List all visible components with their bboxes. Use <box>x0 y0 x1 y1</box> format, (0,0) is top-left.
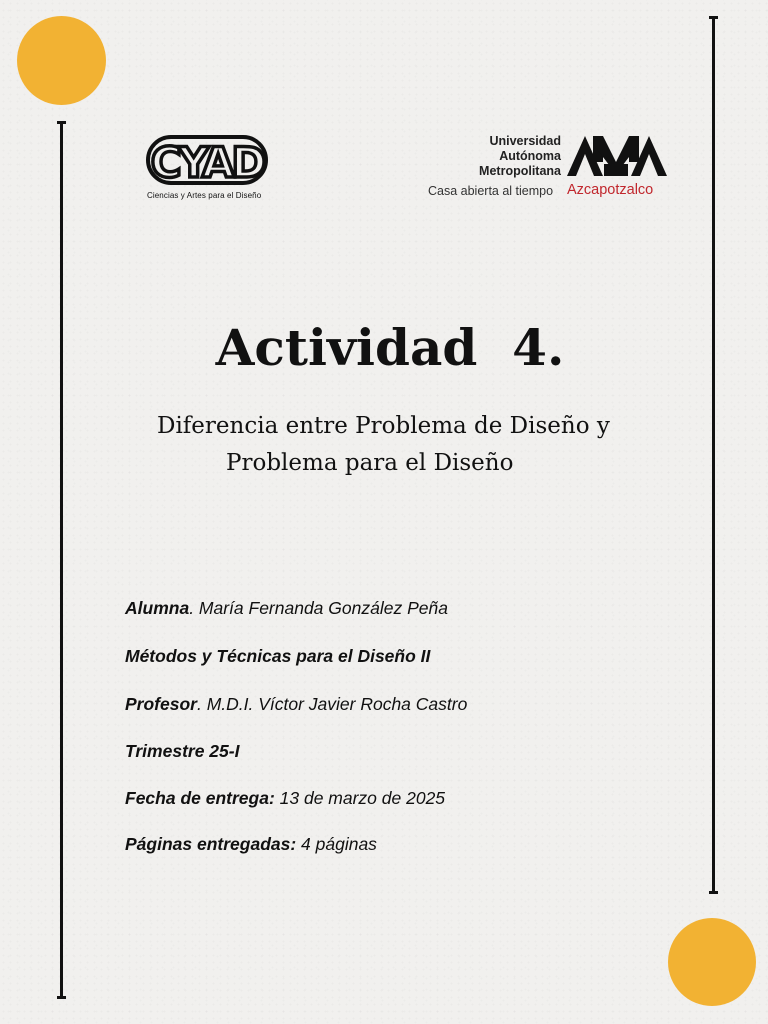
professor-label: Profesor <box>125 694 197 714</box>
delivery-date-label: Fecha de entrega: <box>125 788 275 808</box>
uam-name-line-3: Metropolitana <box>479 164 561 178</box>
trimester: Trimestre 25-I <box>125 741 240 761</box>
uam-motto: Casa abierta al tiempo <box>428 184 554 198</box>
cyad-subtitle: Ciencias y Artes para el Diseño <box>147 191 262 200</box>
decorative-circle-bottom-right <box>668 918 756 1006</box>
uam-logo <box>426 132 671 204</box>
professor-value: . M.D.I. Víctor Javier Rocha Castro <box>196 694 468 714</box>
uam-campus: Azcapotzalco <box>567 182 654 198</box>
student-line <box>125 598 448 619</box>
page-title: Actividad 4. <box>215 318 565 377</box>
student-label: Alumna <box>125 598 190 618</box>
uam-name <box>479 134 561 179</box>
delivery-date-value: 13 de marzo de 2025 <box>274 788 446 808</box>
cyad-logo <box>144 131 272 203</box>
cyad-wordmark: CYAD <box>150 138 264 187</box>
trimester-line <box>125 741 239 762</box>
delivery-date-line <box>125 788 445 809</box>
uam-name-line-1: Universidad <box>489 134 561 148</box>
uam-emblem <box>567 134 667 178</box>
cyad-wordmark-graphic <box>144 131 270 189</box>
pages-label: Páginas entregadas: <box>125 834 297 854</box>
pages-value: 4 páginas <box>296 834 377 854</box>
course-name: Métodos y Técnicas para el Diseño II <box>125 646 431 666</box>
decorative-line-left <box>60 121 63 999</box>
course-line <box>125 646 430 667</box>
student-value: . María Fernanda González Peña <box>189 598 448 618</box>
pages-line <box>125 834 377 855</box>
decorative-circle-top-left <box>17 16 106 105</box>
decorative-line-right <box>712 16 715 894</box>
professor-line <box>125 694 467 715</box>
page-subtitle: Diferencia entre Problema de Diseño y Problema para el Diseño <box>157 413 610 476</box>
uam-name-line-2: Autónoma <box>499 149 561 163</box>
